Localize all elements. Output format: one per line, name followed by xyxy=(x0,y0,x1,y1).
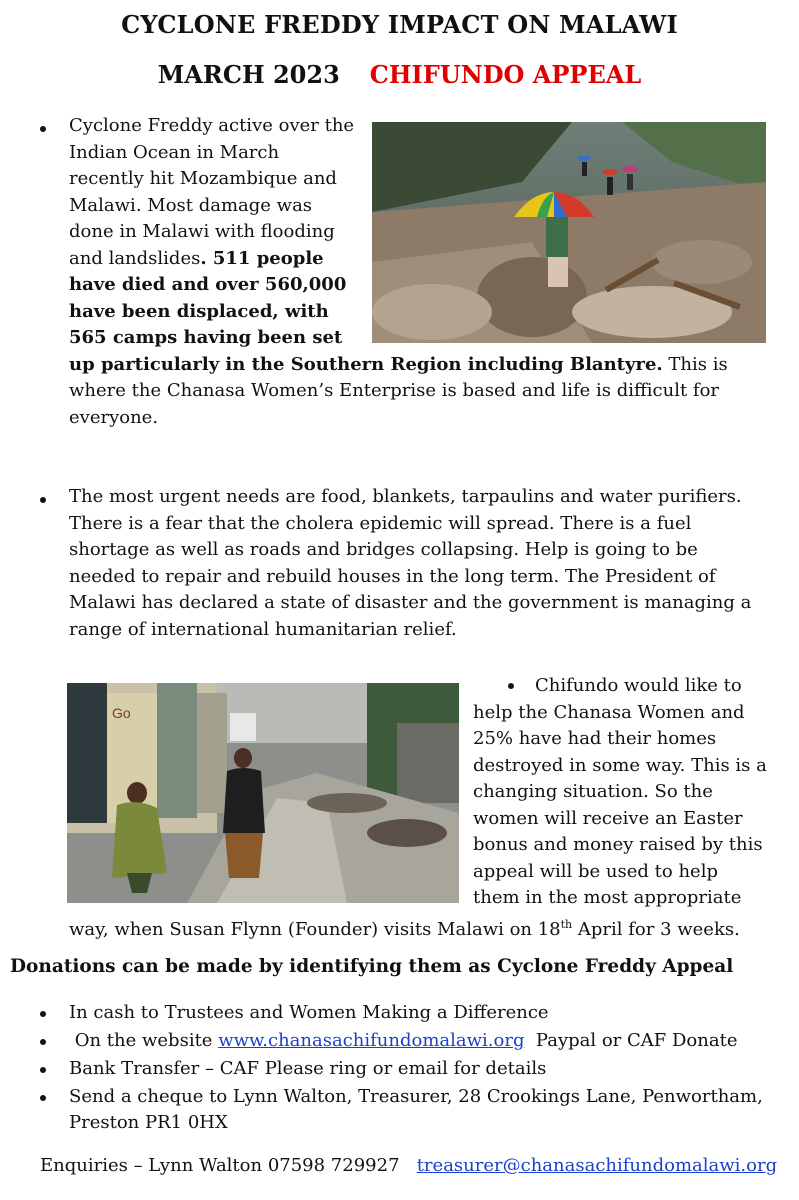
section2-paragraph: The most urgent needs are food, blankets, tarpaulins and water purifiers. There is a fear that the cholera epidemic will spread. There is a fuel shortage as well as roads and bridges collapsing. Help is going to be needed to repair and rebuild houses in the long term. The President of Malawi has declared a state of disaster and the government is managing a range of international humanitarian relief. xyxy=(69,486,752,640)
bullet-2 xyxy=(40,497,46,503)
website-link[interactable]: www.chanasachifundomalawi.org xyxy=(218,1030,525,1051)
section1-text-plain: Cyclone Freddy active over the Indian Ocean in March recently hit Mozambique and Malawi. Most damage was done in Malawi with flooding and landslides xyxy=(69,115,355,269)
section1-paragraph xyxy=(69,113,769,431)
section3-photo-spacer xyxy=(69,673,473,899)
bullet-donation-1 xyxy=(40,1011,46,1017)
donation-item-cheque-line1: Send a cheque to Lynn Walton, Treasurer, 28 Crookings Lane, Penwortham, xyxy=(69,1086,763,1107)
donation-item-website xyxy=(69,1028,737,1054)
date-label: MARCH 2023 xyxy=(157,60,340,89)
bullet-1 xyxy=(40,126,46,132)
section3-text-start: Chifundo would like to help the Chanasa Women and 25% have had their homes destroyed in some way. This is a changing situation. So the women will receive an Easter bonus and money raised by this appeal will be used to help them in the most appropriate way, when Susan Flynn (Founder) visits Malawi on 18 xyxy=(69,675,767,940)
appeal-label: CHIFUNDO APPEAL xyxy=(369,60,642,89)
donation-item-cash: In cash to Trustees and Women Making a Difference xyxy=(69,1002,549,1023)
section3-superscript: th xyxy=(560,917,573,931)
footer xyxy=(40,1155,777,1176)
page-title: CYCLONE FREDDY IMPACT ON MALAWI xyxy=(121,10,678,39)
enquiries-text: Enquiries – Lynn Walton 07598 729927 xyxy=(40,1155,400,1176)
email-link[interactable]: treasurer@chanasachifundomalawi.org xyxy=(416,1155,778,1176)
donation-item-cheque-line2: Preston PR1 0HX xyxy=(69,1112,228,1133)
donations-heading: Donations can be made by identifying them as Cyclone Freddy Appeal xyxy=(10,956,734,977)
section1-text-end: This is where the Chanasa Women’s Enterprise is based and life is difficult for everyone. xyxy=(69,353,728,428)
website-prefix: On the website xyxy=(69,1030,219,1051)
donation-item-bank: Bank Transfer – CAF Please ring or email for details xyxy=(69,1058,547,1079)
section1-photo-spacer xyxy=(357,113,769,339)
bullet-donation-2 xyxy=(40,1039,46,1045)
section3-text-end: April for 3 weeks. xyxy=(572,918,740,940)
bullet-donation-4 xyxy=(40,1095,46,1101)
svg-text:Go: Go xyxy=(112,705,131,721)
section1-text-bold: . 511 people have died and over 560,000 have been displaced, with 565 camps having been set up particularly in the Southern Region including Blantyre. xyxy=(69,247,663,375)
section3-paragraph xyxy=(69,673,769,943)
page-subtitle xyxy=(0,60,799,89)
website-suffix: Paypal or CAF Donate xyxy=(524,1030,738,1051)
bullet-donation-3 xyxy=(40,1067,46,1073)
